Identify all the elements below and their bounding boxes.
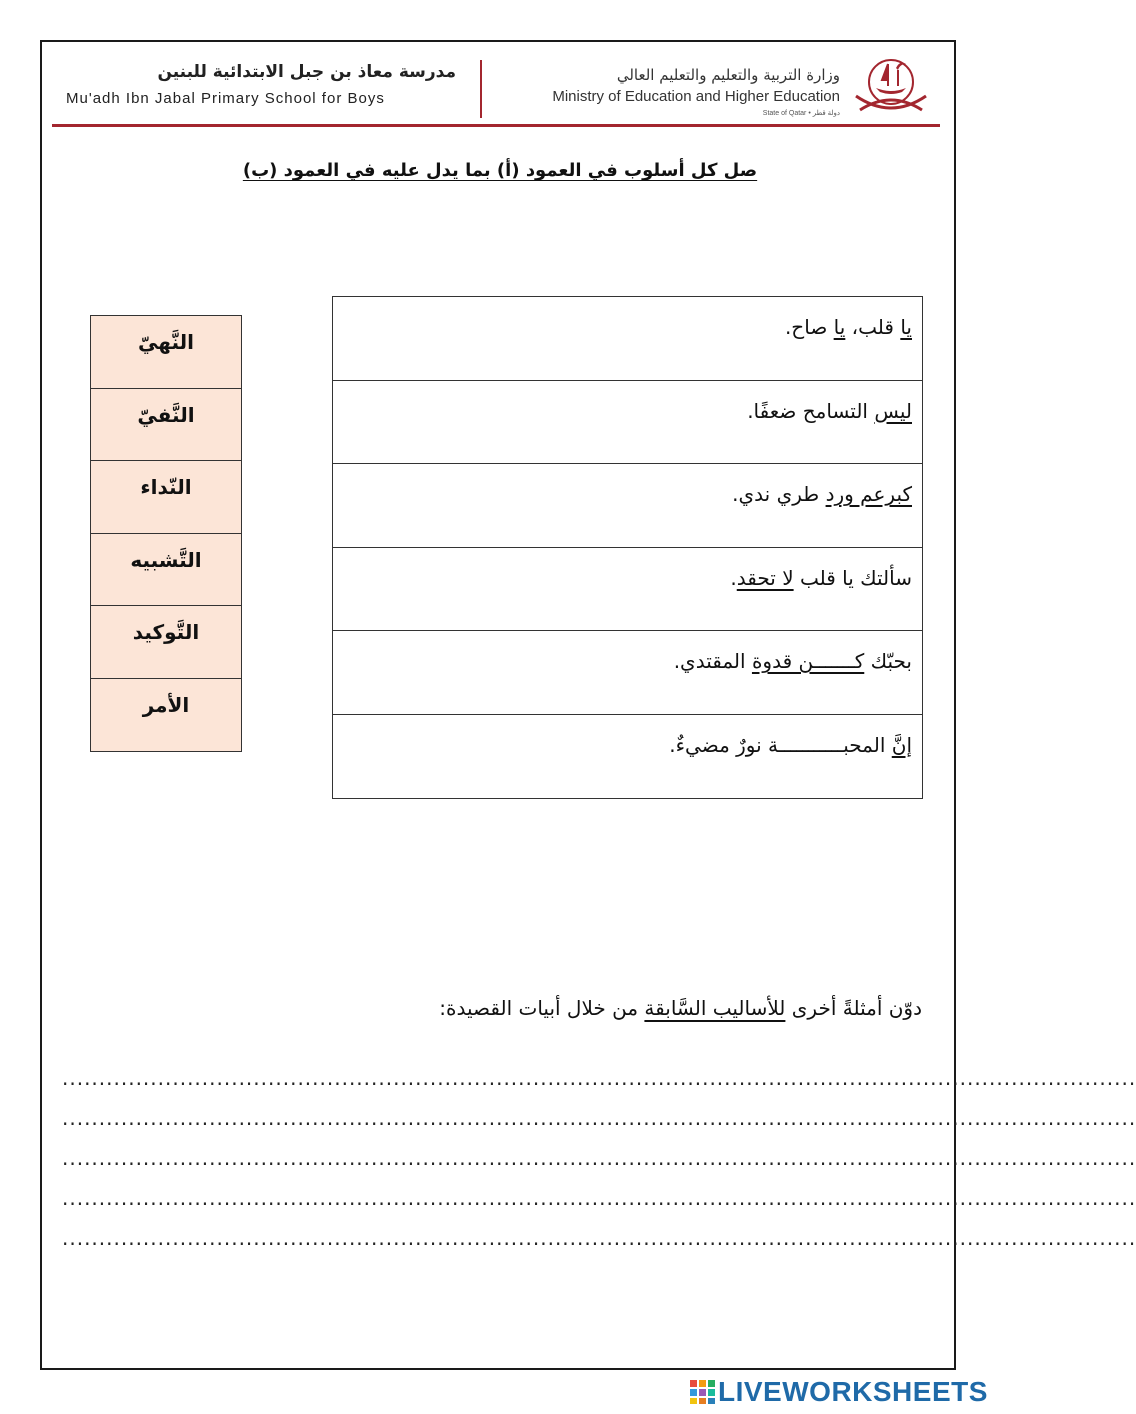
answer-line[interactable]: .................................................................................................................................................. bbox=[62, 1186, 1136, 1210]
header-rule bbox=[52, 124, 940, 127]
column-a-item[interactable]: يا قلب، يا صاح. bbox=[333, 297, 922, 381]
column-a bbox=[332, 296, 923, 799]
header bbox=[52, 46, 940, 130]
prompt-text: دوّن أمثلةً أخرى للأساليب السَّابقة من خلال أبيات القصيدة: bbox=[439, 996, 922, 1020]
column-a-item[interactable]: بحبّك كـــــــن قدوة المقتدي. bbox=[333, 631, 922, 715]
column-b-item[interactable]: النّداء bbox=[91, 461, 241, 534]
column-b bbox=[90, 315, 242, 752]
footer-brand bbox=[690, 1376, 990, 1408]
column-a-item[interactable]: سألتك يا قلب لا تحقد. bbox=[333, 548, 922, 632]
state-label: State of Qatar • دولة قطر bbox=[762, 110, 840, 117]
column-b-item[interactable]: التَّشبيه bbox=[91, 534, 241, 607]
qatar-emblem-icon bbox=[846, 50, 936, 122]
footer-brand-text: LIVEWORKSHEETS bbox=[718, 1376, 988, 1407]
column-a-item[interactable]: إنَّ المحبـــــــــــة نورٌ مضيءٌ. bbox=[669, 732, 912, 757]
answer-line[interactable]: .................................................................................................................................................. bbox=[62, 1066, 1136, 1090]
header-divider bbox=[480, 60, 482, 118]
ministry-name-ar: وزارة التربية والتعليم والتعليم العالي bbox=[616, 66, 840, 84]
instruction-title: صل كل أسلوب في العمود (أ) بما يدل عليه في العمود (ب) bbox=[242, 160, 758, 181]
ministry-name-en: Ministry of Education and Higher Education bbox=[552, 88, 840, 105]
column-b-item[interactable]: النَّهيّ bbox=[91, 316, 241, 389]
column-a-item[interactable]: كبرعم ورد طري ندي. bbox=[333, 464, 922, 548]
answer-line[interactable]: .................................................................................................................................................. bbox=[62, 1106, 1136, 1130]
answer-line[interactable]: .................................................................................................................................................. bbox=[62, 1146, 1136, 1170]
liveworksheets-logo-icon bbox=[690, 1380, 716, 1404]
column-b-item[interactable]: الأمر bbox=[142, 692, 190, 717]
school-name-ar: مدرسة معاذ بن جبل الابتدائية للبنين bbox=[157, 62, 456, 82]
column-b-item[interactable]: التَّوكيد bbox=[91, 606, 241, 679]
column-b-item[interactable]: النَّفيّ bbox=[91, 389, 241, 462]
answer-line[interactable]: .................................................................................................................................................. bbox=[62, 1226, 1136, 1250]
school-name-en: Mu'adh Ibn Jabal Primary School for Boys bbox=[66, 90, 385, 107]
column-a-item[interactable]: ليس التسامح ضعفًا. bbox=[333, 381, 922, 465]
